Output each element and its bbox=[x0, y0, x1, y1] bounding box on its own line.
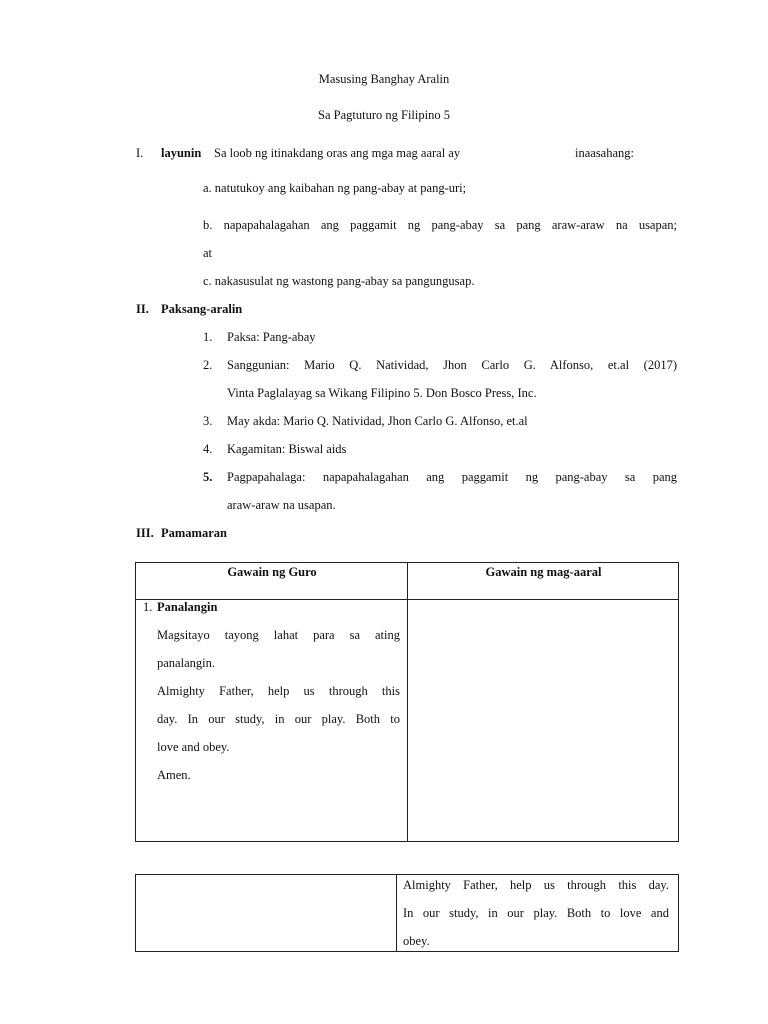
header-teacher-label: Gawain ng Guro bbox=[227, 565, 317, 579]
student-response-cell bbox=[397, 875, 679, 952]
section3-numeral: III. bbox=[136, 526, 154, 540]
section1-numeral: I. bbox=[136, 146, 144, 160]
teacher-line: day. In our study, in our play. Both to bbox=[157, 712, 400, 726]
document-title: Masusing Banghay Aralin bbox=[318, 72, 450, 86]
teacher-line: Almighty Father, help us through this bbox=[157, 684, 400, 698]
topic-item-number: 1. bbox=[203, 330, 213, 344]
topic-item-text: Sanggunian: Mario Q. Natividad, Jhon Carlo G. Alfonso, et.al (2017) bbox=[227, 358, 677, 372]
topic-item-text-cont: Vinta Paglalayag sa Wikang Filipino 5. Don Bosco Press, Inc. bbox=[227, 386, 537, 400]
teacher-activity-cell bbox=[136, 600, 408, 842]
table-header-student bbox=[408, 563, 679, 600]
response-table bbox=[135, 874, 679, 952]
activity-number: 1. bbox=[143, 600, 153, 614]
topic-item-text-cont: araw-araw na usapan. bbox=[227, 498, 336, 512]
objective-c: c. nakasusulat ng wastong pang-abay sa pangungusap. bbox=[203, 274, 475, 288]
section1-heading: layunin bbox=[161, 146, 202, 160]
topic-item-number: 2. bbox=[203, 358, 213, 372]
teacher-response-cell bbox=[136, 875, 397, 952]
activity-table bbox=[135, 562, 679, 842]
student-activity-cell bbox=[408, 600, 679, 842]
student-line: obey. bbox=[403, 934, 430, 948]
section3-heading: Pamamaran bbox=[161, 526, 227, 540]
topic-item-number: 3. bbox=[203, 414, 213, 428]
section2-heading: Paksang-aralin bbox=[161, 302, 243, 316]
objective-b: b. napapahalagahan ang paggamit ng pang-abay sa pang araw-araw na usapan; bbox=[203, 218, 677, 232]
document-subtitle: Sa Pagtuturo ng Filipino 5 bbox=[318, 108, 450, 122]
topic-item-text: Pagpapahalaga: napapahalagahan ang paggamit ng pang-abay sa pang bbox=[227, 470, 677, 484]
teacher-line: Amen. bbox=[157, 768, 191, 782]
topic-item-text: Kagamitan: Biswal aids bbox=[227, 442, 347, 456]
student-line: In our study, in our play. Both to love and bbox=[403, 906, 669, 920]
section1-intro-end: inaasahang: bbox=[575, 146, 635, 160]
objective-b-cont: at bbox=[203, 246, 213, 260]
header-student-label: Gawain ng mag-aaral bbox=[485, 565, 602, 579]
objective-a: a. natutukoy ang kaibahan ng pang-abay at pang-uri; bbox=[203, 181, 467, 195]
teacher-line: panalangin. bbox=[157, 656, 215, 670]
teacher-line: Magsitayo tayong lahat para sa ating bbox=[157, 628, 400, 642]
section2-numeral: II. bbox=[136, 302, 149, 316]
topic-item-text: Paksa: Pang-abay bbox=[227, 330, 316, 344]
table-header-teacher bbox=[136, 563, 408, 600]
topic-item-number: 4. bbox=[203, 442, 213, 456]
section1-intro: Sa loob ng itinakdang oras ang mga mag aaral ay bbox=[214, 146, 461, 160]
topic-item-number: 5. bbox=[203, 470, 213, 484]
activity-title: Panalangin bbox=[157, 600, 218, 614]
topic-item-text: May akda: Mario Q. Natividad, Jhon Carlo G. Alfonso, et.al bbox=[227, 414, 528, 428]
student-line: Almighty Father, help us through this day. bbox=[403, 878, 669, 892]
teacher-line: love and obey. bbox=[157, 740, 230, 754]
